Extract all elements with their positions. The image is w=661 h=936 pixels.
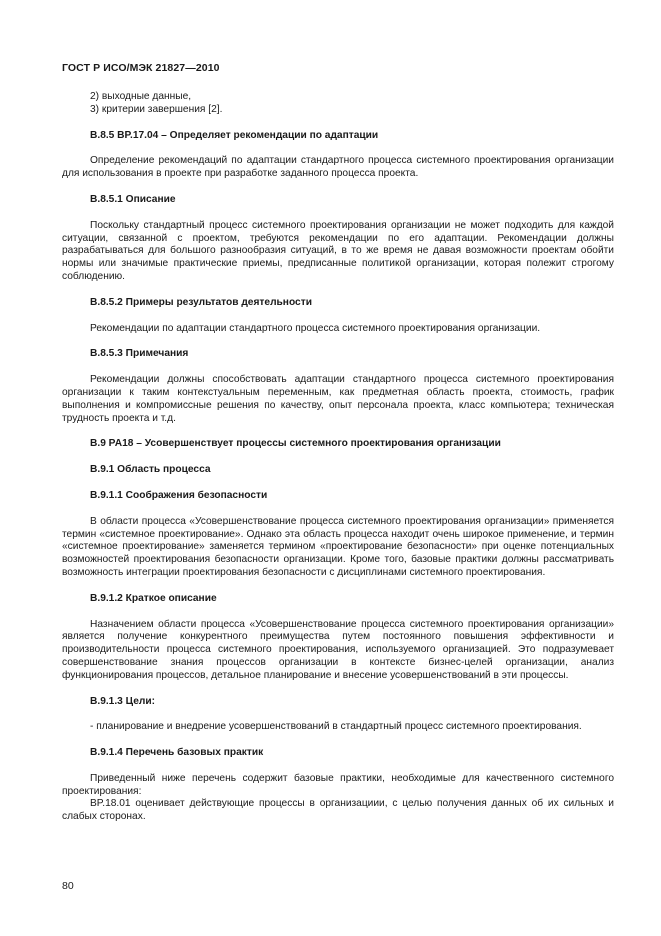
paragraph: Определение рекомендаций по адаптации стандартного процесса системного проектирования организации для использования в проекте при разработке заданного процесса проекта. (62, 155, 614, 180)
paragraph: BP.18.01 оценивает действующие процессы в организациии, с целью получения данных об их сильных и слабых сторонах. (62, 798, 614, 823)
section-heading: B.9.1.2 Краткое описание (90, 592, 217, 604)
page-number: 80 (62, 880, 74, 892)
paragraph: Рекомендации должны способствовать адаптации стандартного процесса системного проектирования организации к таким контекстуальным переменным, как предметная область проекта, стоимость, график выполнения и компромиссные решения по качеству, опыт персонала проекта, класс компьютера; техническая трудность проекта и т.д. (62, 374, 614, 424)
paragraph: Назначением области процесса «Усовершенствование процесса системного проектирования организации» является получение конкурентного преимущества путем постоянного повышения эффективности и производительности процесса системного проектирования, используемого организацией. Это подразумевает совершенствование знания процессов организации в контексте бизнес-целей организации, анализ функционирования процессов, детальное планирование и внесение усовершенствований в эти процессы. (62, 618, 614, 681)
section-heading: B.9.1.4 Перечень базовых практик (90, 747, 264, 759)
section-heading: B.9 PA18 – Усовершенствует процессы системного проектирования организации (90, 438, 501, 450)
section-heading: B.9.1 Область процесса (90, 464, 211, 476)
paragraph: В области процесса «Усовершенствование процесса системного проектирования организации» применяется термин «системное проектирование». Однако эта область процесса находит очень широкое применение, и термин «системное проектирование» заменяется термином «проектирование безопасности» при оценке потенциальных возможностей проектирования безопасности организации. Кроме того, базовые практики должны рассматривать возможность интеграции проектирования безопасности с дисциплинами системного проектирования. (62, 515, 614, 578)
section-heading: B.9.1.1 Соображения безопасности (90, 489, 268, 501)
page-content (62, 91, 614, 824)
section-heading: B.9.1.3 Цели: (90, 695, 156, 707)
list-item: 2) выходные данные, (90, 91, 192, 102)
paragraph: Приведенный ниже перечень содержит базовые практики, необходимые для качественного системного проектирования: (62, 772, 614, 797)
section-heading: B.8.5.3 Примечания (90, 348, 189, 360)
list-item: 3) критерии завершения [2]. (90, 103, 223, 115)
section-heading: B.8.5.1 Описание (90, 193, 176, 205)
section-heading: B.8.5 BP.17.04 – Определяет рекомендации по адаптации (90, 129, 379, 141)
section-heading: B.8.5.2 Примеры результатов деятельности (90, 296, 312, 308)
paragraph: Поскольку стандартный процесс системного проектирования организации не может подходить для каждой ситуации, связанной с проектом, требуются рекомендации по его адаптации. Рекомендации должны разрабатываться для большого разнообразия ситуаций, в то же время не давая возможности проектам обойти нормы или значимые практические приемы, предписанные политикой организации, которая полежит строгому соблюдению. (62, 219, 614, 282)
paragraph: Рекомендации по адаптации стандартного процесса системного проектирования организации. (90, 322, 541, 334)
paragraph: - планирование и внедрение усовершенствований в стандартный процесс системного проектирования. (90, 721, 582, 733)
page-header: ГОСТ Р ИСО/МЭК 21827—2010 (62, 62, 220, 74)
